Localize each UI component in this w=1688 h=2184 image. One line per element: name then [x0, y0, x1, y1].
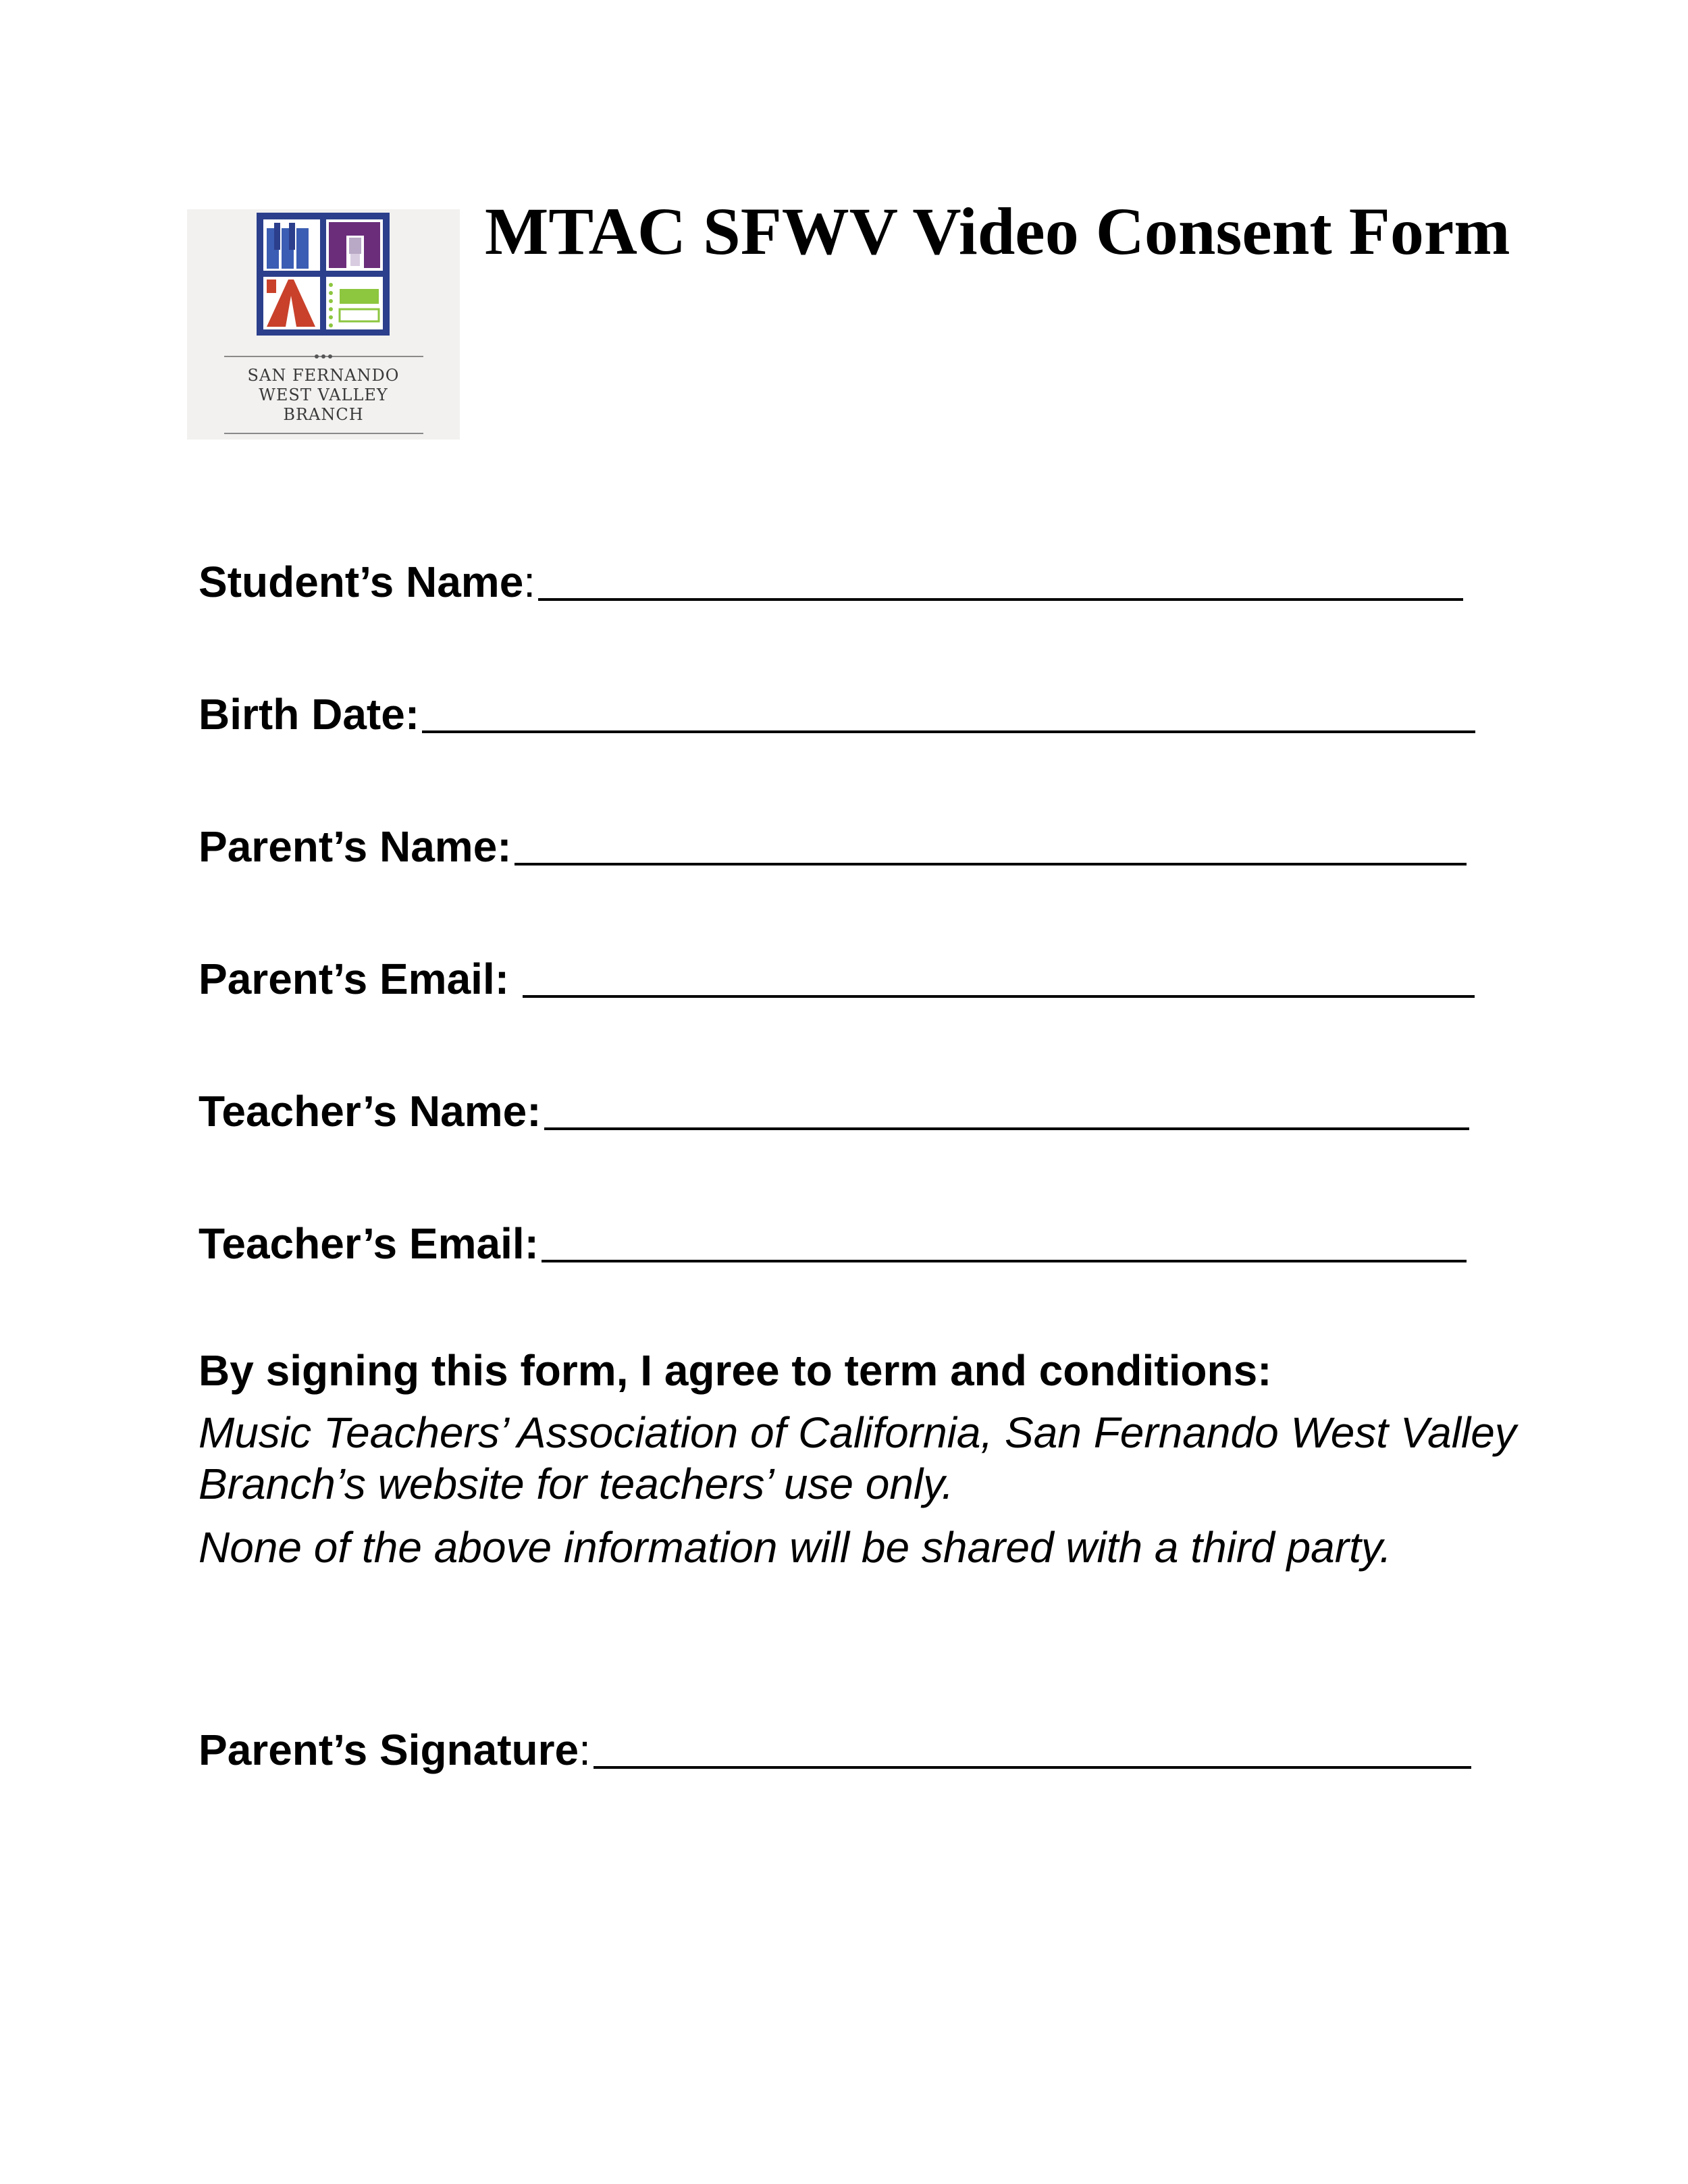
student-name-label: Student’s Name: [199, 558, 524, 606]
parent-name-label: Parent’s Name:: [199, 822, 512, 871]
teacher-name-field[interactable]: [199, 1082, 1469, 1136]
parent-signature-input-line[interactable]: [594, 1727, 1471, 1769]
parent-email-label: Parent’s Email:: [199, 955, 510, 1003]
teacher-email-label: Teacher’s Email:: [199, 1219, 539, 1268]
terms-paragraph-1: Music Teachers’ Association of California, San Fernando West Valley Branch’s website for teachers’ use only.: [199, 1408, 1516, 1508]
teacher-email-input-line[interactable]: [542, 1221, 1467, 1262]
parent-name-input-line[interactable]: [515, 824, 1467, 865]
page-title: MTAC SFWV Video Consent Form: [485, 194, 1510, 269]
student-name-input-line[interactable]: [538, 559, 1463, 601]
parent-email-field[interactable]: [199, 949, 1475, 1003]
terms-body: [199, 1407, 1535, 1573]
parent-signature-colon: :: [579, 1726, 591, 1774]
parent-name-field[interactable]: [199, 817, 1467, 871]
logo-text-line-2: WEST VALLEY: [259, 385, 388, 404]
logo-emblem-icon: [187, 209, 460, 365]
mtac-sfwv-logo: [187, 209, 460, 440]
parent-email-input-line[interactable]: [523, 956, 1475, 998]
birth-date-field[interactable]: [199, 685, 1475, 739]
teacher-name-input-line[interactable]: [544, 1088, 1469, 1130]
student-name-field[interactable]: [199, 552, 1463, 606]
birth-date-label: Birth Date:: [199, 690, 420, 739]
terms-heading: By signing this form, I agree to term and conditions:: [199, 1346, 1272, 1395]
parent-signature-label: Parent’s Signature: [199, 1726, 579, 1774]
logo-text-line-1: SAN FERNANDO: [247, 366, 400, 385]
parent-signature-field[interactable]: [199, 1720, 1471, 1774]
logo-text-line-3: BRANCH: [283, 405, 364, 424]
birth-date-input-line[interactable]: [422, 691, 1475, 733]
student-name-colon: :: [523, 558, 536, 606]
teacher-name-label: Teacher’s Name:: [199, 1087, 542, 1136]
terms-paragraph-2: None of the above information will be shared with a third party.: [199, 1523, 1392, 1572]
teacher-email-field[interactable]: [199, 1214, 1467, 1268]
